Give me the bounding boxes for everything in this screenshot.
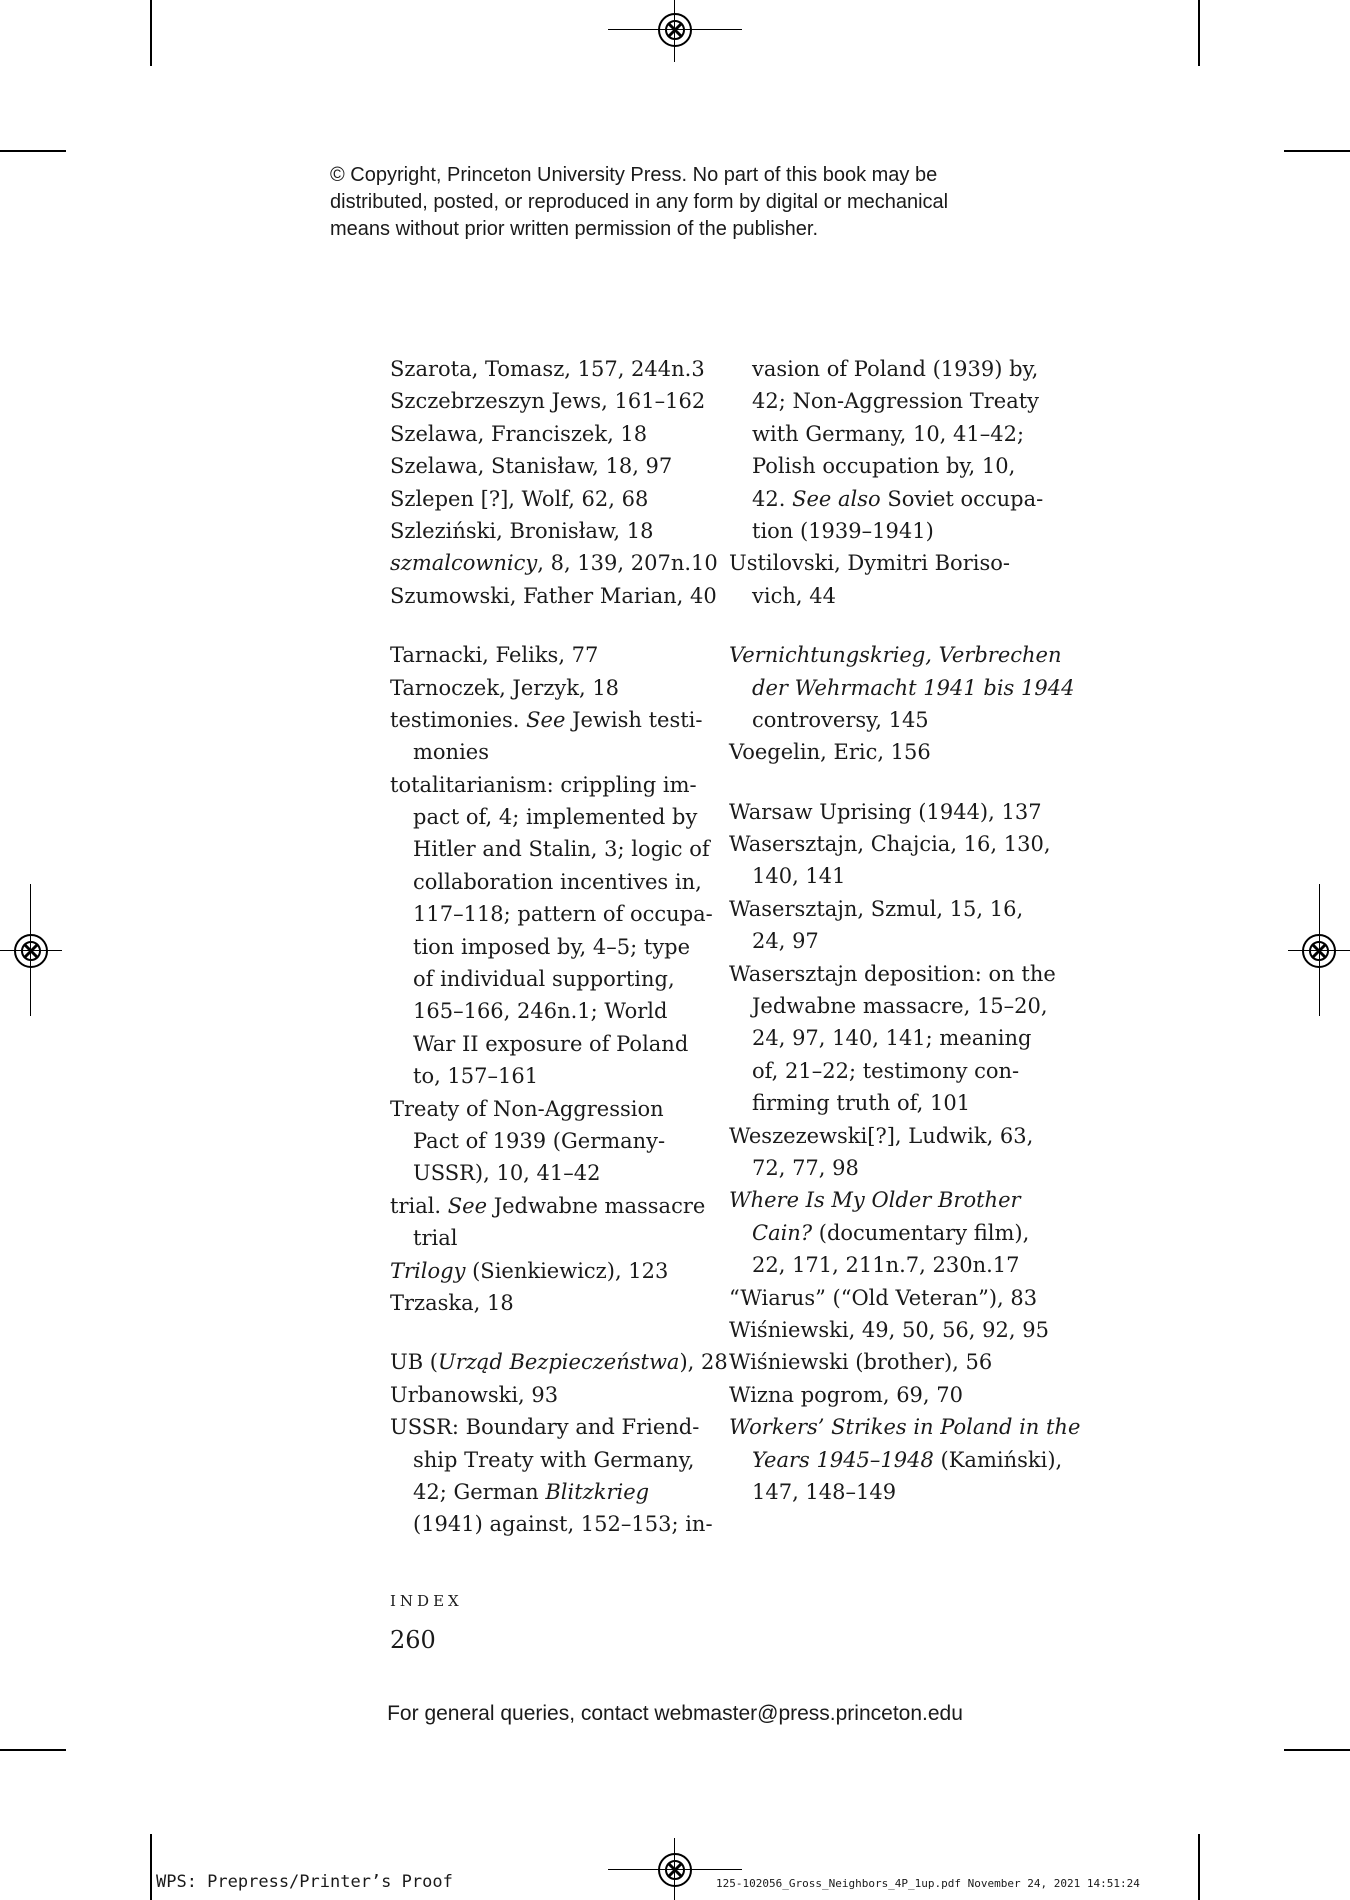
index-entry: Szlepen [?], Wolf, 62, 68 [390, 486, 649, 511]
index-entry-continuation: 72, 77, 98 [752, 1155, 859, 1180]
index-entry: USSR: Boundary and Friend- [390, 1415, 700, 1440]
index-term-italic: Urząd Bezpieczeństwa [438, 1350, 680, 1375]
crop-mark-right-upper [1284, 150, 1350, 152]
crop-mark-top-left [150, 0, 152, 66]
index-entry-continuation: of individual supporting, [413, 967, 675, 992]
index-entry-continuation: War II exposure of Poland [413, 1031, 689, 1056]
registration-mark-left-icon [11, 931, 51, 971]
index-entry-continuation: Pact of 1939 (Germany- [413, 1128, 666, 1153]
index-entry-continuation: 22, 171, 211n.7, 230n.17 [752, 1253, 1020, 1278]
index-term-italic: Trilogy [390, 1258, 466, 1283]
page-number: 260 [390, 1626, 436, 1654]
crop-mark-left-upper [0, 150, 66, 152]
index-entry: Voegelin, Eric, 156 [729, 740, 931, 765]
registration-mark-right-icon [1299, 931, 1339, 971]
index-entry: Tarnacki, Feliks, 77 [390, 643, 599, 668]
index-entry-continuation: controversy, 145 [752, 707, 929, 732]
index-entry: Trzaska, 18 [390, 1290, 514, 1315]
index-term: testimonies. [390, 707, 527, 732]
contact-line: For general queries, contact webmaster@press.princeton.edu [387, 1702, 963, 1725]
index-term-italic: Blitzkrieg [545, 1479, 650, 1504]
index-entry: Workers’ Strikes in Poland in the [729, 1415, 1081, 1440]
index-entry-continuation: 165–166, 246n.1; World [413, 999, 668, 1024]
index-entry-continuation: of, 21–22; testimony con- [752, 1058, 1020, 1083]
index-entry-continuation: 24, 97 [752, 929, 819, 954]
index-term: 42. [752, 486, 793, 511]
index-entry-continuation: with Germany, 10, 41–42; [752, 421, 1025, 446]
index-locators: , 8, 139, 207n.10 [537, 551, 718, 576]
crop-mark-right-lower [1284, 1749, 1350, 1751]
index-term: Jewish testi- [565, 707, 703, 732]
file-slug: 125-102056_Gross_Neighbors_4P_1up.pdf November 24, 2021 14:51:24 [716, 1877, 1140, 1890]
index-entry: Ustilovski, Dymitri Boriso- [729, 551, 1010, 576]
index-term-italic: Years 1945–1948 [752, 1447, 934, 1472]
index-entry-continuation [390, 1476, 710, 1508]
index-entry-continuation: 147, 148–149 [752, 1479, 897, 1504]
registration-mark-bottom-icon [655, 1850, 695, 1890]
index-entry-continuation: firming truth of, 101 [752, 1091, 971, 1116]
index-entry: Szelawa, Stanisław, 18, 97 [390, 454, 673, 479]
index-term: Jedwabne massacre [487, 1193, 706, 1218]
index-term-italic: Cain? [752, 1220, 813, 1245]
index-locators: ), 28 [679, 1350, 728, 1375]
index-entry: Weszezewski[?], Ludwik, 63, [729, 1123, 1034, 1148]
index-term-italic: szmalcownicy [390, 551, 538, 576]
index-entry: Wasersztajn, Szmul, 15, 16, [729, 896, 1024, 921]
see-reference: See [447, 1193, 488, 1218]
index-entry-continuation: Jedwabne massacre, 15–20, [752, 994, 1048, 1019]
index-term: (documentary film), [812, 1220, 1030, 1245]
index-entry-continuation: Hitler and Stalin, 3; logic of [413, 837, 710, 862]
index-entry: Warsaw Uprising (1944), 137 [729, 799, 1042, 824]
index-entry [390, 547, 718, 579]
index-entry: Wizna pogrom, 69, 70 [729, 1382, 963, 1407]
index-entry: Szleziński, Bronisław, 18 [390, 518, 654, 543]
index-entry: “Wiarus” (“Old Veteran”), 83 [729, 1285, 1038, 1310]
index-term: (Kamiński), [933, 1447, 1063, 1472]
index-entry: Tarnoczek, Jerzyk, 18 [390, 675, 620, 700]
index-entry-continuation: ship Treaty with Germany, [413, 1447, 695, 1472]
see-reference: See [526, 707, 566, 732]
crop-mark-left-lower [0, 1749, 66, 1751]
copyright-line: © Copyright, Princeton University Press. No part of this book may be [330, 164, 938, 186]
crop-mark-top-right [1198, 0, 1200, 66]
index-entry [390, 704, 710, 736]
index-entry [390, 1190, 710, 1222]
index-entry [390, 1255, 710, 1287]
index-entry: Where Is My Older Brother [729, 1188, 1021, 1213]
index-entry: Treaty of Non-Aggression [390, 1096, 664, 1121]
index-entry: Szelawa, Franciszek, 18 [390, 421, 648, 446]
see-also-reference: See also [792, 486, 881, 511]
registration-mark-top-icon [655, 10, 695, 50]
index-entry: Szumowski, Father Marian, 40 [390, 583, 717, 608]
index-locators: (Sienkiewicz), 123 [465, 1258, 669, 1283]
index-entry: Wasersztajn deposition: on the [729, 961, 1056, 986]
index-entry-continuation [729, 1444, 1063, 1476]
index-entry-continuation: 117–118; pattern of occupa- [413, 902, 713, 927]
index-entry-continuation: trial [413, 1226, 458, 1251]
index-entry-continuation: pact of, 4; implemented by [413, 805, 698, 830]
index-entry: Vernichtungskrieg, Verbrechen [729, 643, 1062, 668]
index-entry-continuation: 24, 97, 140, 141; meaning [752, 1026, 1032, 1051]
index-entry-continuation: collaboration incentives in, [413, 869, 702, 894]
running-head: INDEX [390, 1592, 463, 1610]
index-entry [390, 1346, 728, 1378]
index-entry: Wasersztajn, Chajcia, 16, 130, [729, 832, 1051, 857]
index-entry-continuation: der Wehrmacht 1941 bis 1944 [752, 675, 1075, 700]
index-term: 42; German [413, 1479, 546, 1504]
index-column-right [729, 353, 1081, 1508]
index-entry-continuation: monies [413, 740, 490, 765]
index-entry-continuation [729, 1217, 1049, 1249]
index-entry: Szczebrzeszyn Jews, 161–162 [390, 389, 706, 414]
index-entry-continuation: 42; Non-Aggression Treaty [752, 389, 1040, 414]
index-term: UB ( [390, 1350, 438, 1375]
index-entry: Szarota, Tomasz, 157, 244n.3 [390, 357, 705, 381]
index-entry-continuation [729, 483, 1049, 515]
crop-mark-bottom-left [150, 1834, 152, 1900]
index-column-left [390, 353, 728, 1541]
index-entry-continuation: (1941) against, 152–153; in- [413, 1512, 713, 1537]
index-entry: Wiśniewski, 49, 50, 56, 92, 95 [729, 1317, 1049, 1342]
copyright-line: means without prior written permission of the publisher. [330, 218, 819, 240]
index-term: Soviet occupa- [880, 486, 1044, 511]
index-entry-continuation: tion (1939–1941) [752, 518, 934, 543]
index-entry-continuation: vasion of Poland (1939) by, [752, 357, 1039, 381]
crop-mark-bottom-right [1198, 1834, 1200, 1900]
index-entry-continuation: vich, 44 [752, 583, 836, 608]
proof-slug: WPS: Prepress/Printer’s Proof [156, 1872, 453, 1892]
index-entry: Wiśniewski (brother), 56 [729, 1350, 993, 1375]
index-entry-continuation: Polish occupation by, 10, [752, 454, 1016, 479]
index-entry: Urbanowski, 93 [390, 1382, 559, 1407]
index-entry-continuation: tion imposed by, 4–5; type [413, 934, 691, 959]
copyright-line: distributed, posted, or reproduced in any form by digital or mechanical [330, 191, 949, 213]
index-entry: totalitarianism: crippling im- [390, 772, 697, 797]
index-entry-continuation: to, 157–161 [413, 1064, 539, 1089]
index-term: trial. [390, 1193, 448, 1218]
index-entry-continuation: 140, 141 [752, 864, 846, 889]
index-entry-continuation: USSR), 10, 41–42 [413, 1161, 601, 1186]
copyright-notice [330, 162, 1070, 243]
